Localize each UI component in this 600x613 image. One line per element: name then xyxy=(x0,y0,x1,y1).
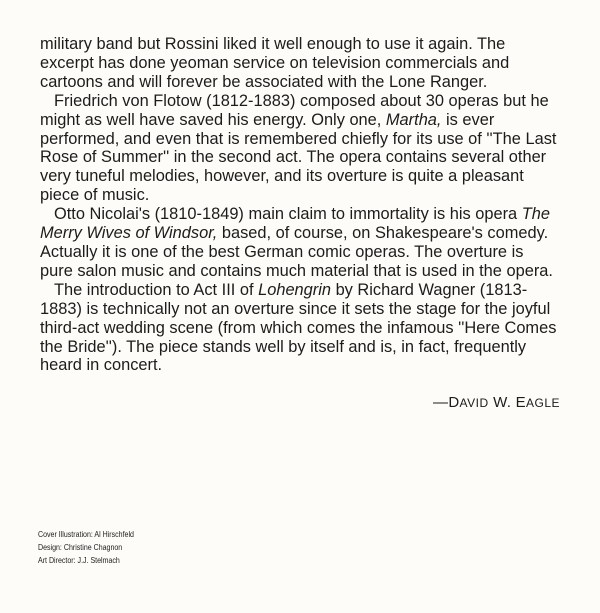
credit-art-director: Art Director: J.J. Stelmach xyxy=(38,554,120,565)
paragraph-flotow xyxy=(40,92,560,205)
signature-last-initial: E xyxy=(515,394,526,411)
paragraph-wagner xyxy=(40,281,560,376)
opera-title-merry-wives: The Merry Wives of Windsor, xyxy=(40,205,550,243)
liner-notes xyxy=(40,35,560,375)
paragraph-nicolai xyxy=(40,205,560,281)
paragraph-nicolai-text-c: based, of course, on Shakespeare's comedy. Actually it is one of the best German comic operas. The overture is pure salon music and contains much material that is used in the opera. xyxy=(40,224,553,280)
production-credits xyxy=(38,528,134,566)
signature-last-rest: AGLE xyxy=(525,396,560,410)
paragraph-flotow-text-a: Friedrich von Flotow (1812-1883) composed about 30 operas but he might as well have saved his energy. Only one, xyxy=(40,91,549,129)
signature-dash: — xyxy=(433,394,449,411)
paragraph-flotow-text-c: is ever performed, and even that is remembered chiefly for its use of ''The Last Rose of Summer'' in the second act. The opera contains several other very tuneful melodies, however, and its overture is quite a pleasant piece of music. xyxy=(40,110,557,205)
credit-design: Design: Christine Chagnon xyxy=(38,541,123,552)
credit-cover-illustration: Cover Illustration: Al Hirschfeld xyxy=(38,529,134,539)
opera-title-martha: Martha, xyxy=(385,110,442,129)
paragraph-wagner-text-c: by Richard Wagner (1813-1883) is technically not an overture since it sets the stage for the joyful third-act wedding scene (from which comes the infamous ''Here Comes the Bride''). The piece stands well by itself and is, in fact, frequently heard in concert. xyxy=(40,280,557,375)
opera-title-lohengrin: Lohengrin xyxy=(258,280,332,299)
signature-first-initial: D xyxy=(448,394,460,411)
paragraph-wagner-text-a: The introduction to Act III of xyxy=(54,280,259,299)
paragraph-rossini: military band but Rossini liked it well enough to use it again. The excerpt has done yeoman service on television commercials and cartoons and will forever be associated with the Lone Ranger. xyxy=(40,35,510,91)
signature-middle: W. xyxy=(493,394,512,411)
paragraph-nicolai-text-a: Otto Nicolai's (1810-1849) main claim to immortality is his opera xyxy=(54,205,522,224)
author-signature xyxy=(380,394,560,411)
signature-first-rest: AVID xyxy=(459,396,489,410)
